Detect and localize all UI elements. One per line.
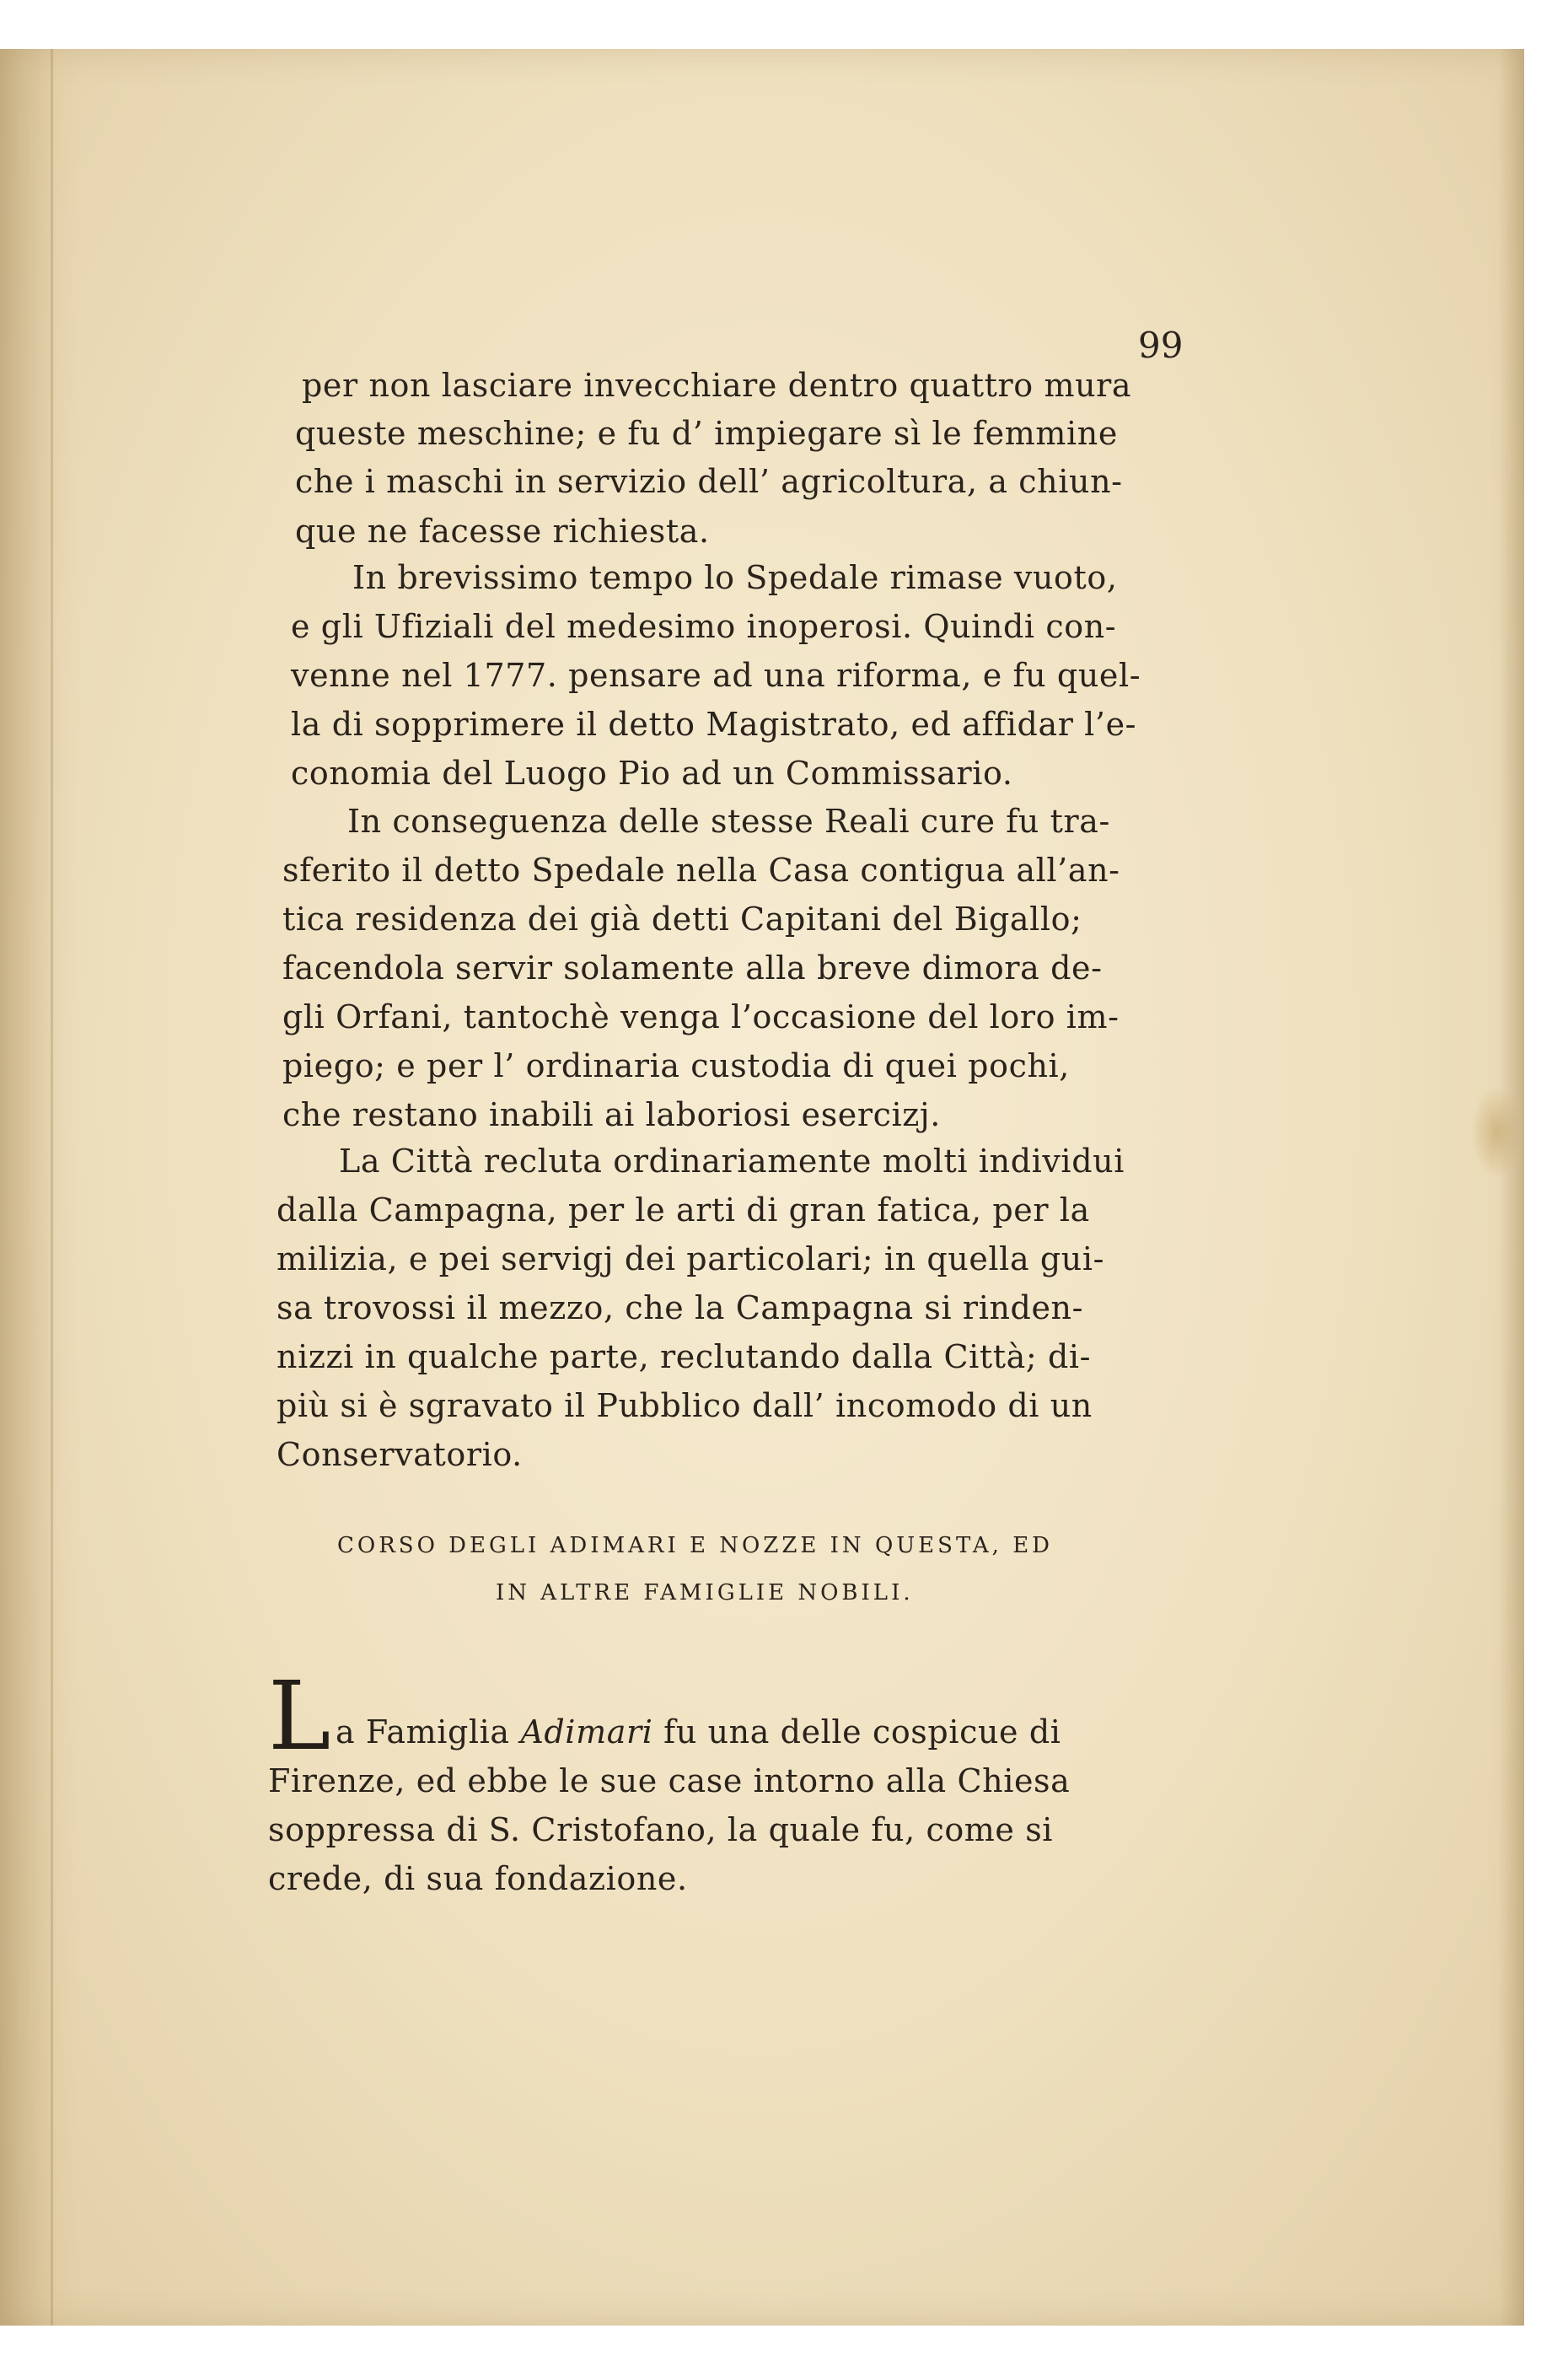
text-line: che restano inabili ai laboriosi esercizj. bbox=[282, 1096, 941, 1133]
text-line: sferito il detto Spedale nella Casa contigua all’an- bbox=[282, 852, 1120, 889]
text-line: soppressa di S. Cristofano, la quale fu, come si bbox=[268, 1811, 1054, 1848]
text-line: La Città recluta ordinariamente molti individui bbox=[339, 1143, 1125, 1180]
text-line: e gli Ufiziali del medesimo inoperosi. Quindi con- bbox=[291, 608, 1117, 645]
text-line: gli Orfani, tantochè venga l’occasione del loro im- bbox=[282, 998, 1120, 1035]
italic-name: Adimari bbox=[520, 1713, 653, 1751]
text-line: milizia, e pei servigj dei particolari; in quella gui- bbox=[277, 1240, 1105, 1277]
text-line: dalla Campagna, per le arti di gran fatica, per la bbox=[277, 1191, 1090, 1229]
text-segment: a Famiglia bbox=[336, 1713, 521, 1751]
text-line: venne nel 1777. pensare ad una riforma, e fu quel- bbox=[291, 657, 1141, 694]
text-line: più si è sgravato il Pubblico dall’ incomodo di un bbox=[277, 1387, 1093, 1424]
text-line: crede, di sua fondazione. bbox=[268, 1860, 688, 1897]
text-line: que ne facesse richiesta. bbox=[295, 513, 710, 550]
text-line: nizzi in qualche parte, reclutando dalla Città; di- bbox=[277, 1338, 1092, 1375]
binding-fold-line bbox=[51, 49, 53, 2326]
text-line: la di sopprimere il detto Magistrato, ed affidar l’e- bbox=[291, 706, 1137, 743]
text-line: tica residenza dei già detti Capitani del Bigallo; bbox=[282, 901, 1082, 938]
text-line-first bbox=[336, 1713, 1061, 1751]
page-number: 99 bbox=[1138, 325, 1184, 366]
text-line: che i maschi in servizio dell’ agricoltura, a chiun- bbox=[295, 463, 1123, 500]
text-line: Conservatorio. bbox=[277, 1436, 523, 1473]
text-line: conomia del Luogo Pio ad un Commissario. bbox=[291, 755, 1013, 792]
section-heading-line-2: IN ALTRE FAMIGLIE NOBILI. bbox=[496, 1580, 914, 1605]
paper-stain bbox=[1471, 1086, 1522, 1179]
text-line: In conseguenza delle stesse Reali cure fu tra- bbox=[347, 803, 1110, 840]
text-segment: fu una delle cospicue di bbox=[652, 1713, 1061, 1751]
text-line: queste meschine; e fu d’ impiegare sì le femmine bbox=[295, 415, 1118, 452]
text-line: Firenze, ed ebbe le sue case intorno alla Chiesa bbox=[268, 1762, 1071, 1799]
drop-cap-letter: L bbox=[268, 1662, 331, 1772]
text-line: facendola servir solamente alla breve dimora de- bbox=[282, 949, 1103, 987]
section-heading-line-1: CORSO DEGLI ADIMARI E NOZZE IN QUESTA, ED bbox=[337, 1533, 1054, 1558]
text-line: per non lasciare invecchiare dentro quattro mura bbox=[302, 367, 1132, 404]
text-line: piego; e per l’ ordinaria custodia di quei pochi, bbox=[282, 1047, 1070, 1084]
text-line: In brevissimo tempo lo Spedale rimase vuoto, bbox=[352, 559, 1118, 596]
text-line: sa trovossi il mezzo, che la Campagna si rinden- bbox=[277, 1289, 1084, 1326]
